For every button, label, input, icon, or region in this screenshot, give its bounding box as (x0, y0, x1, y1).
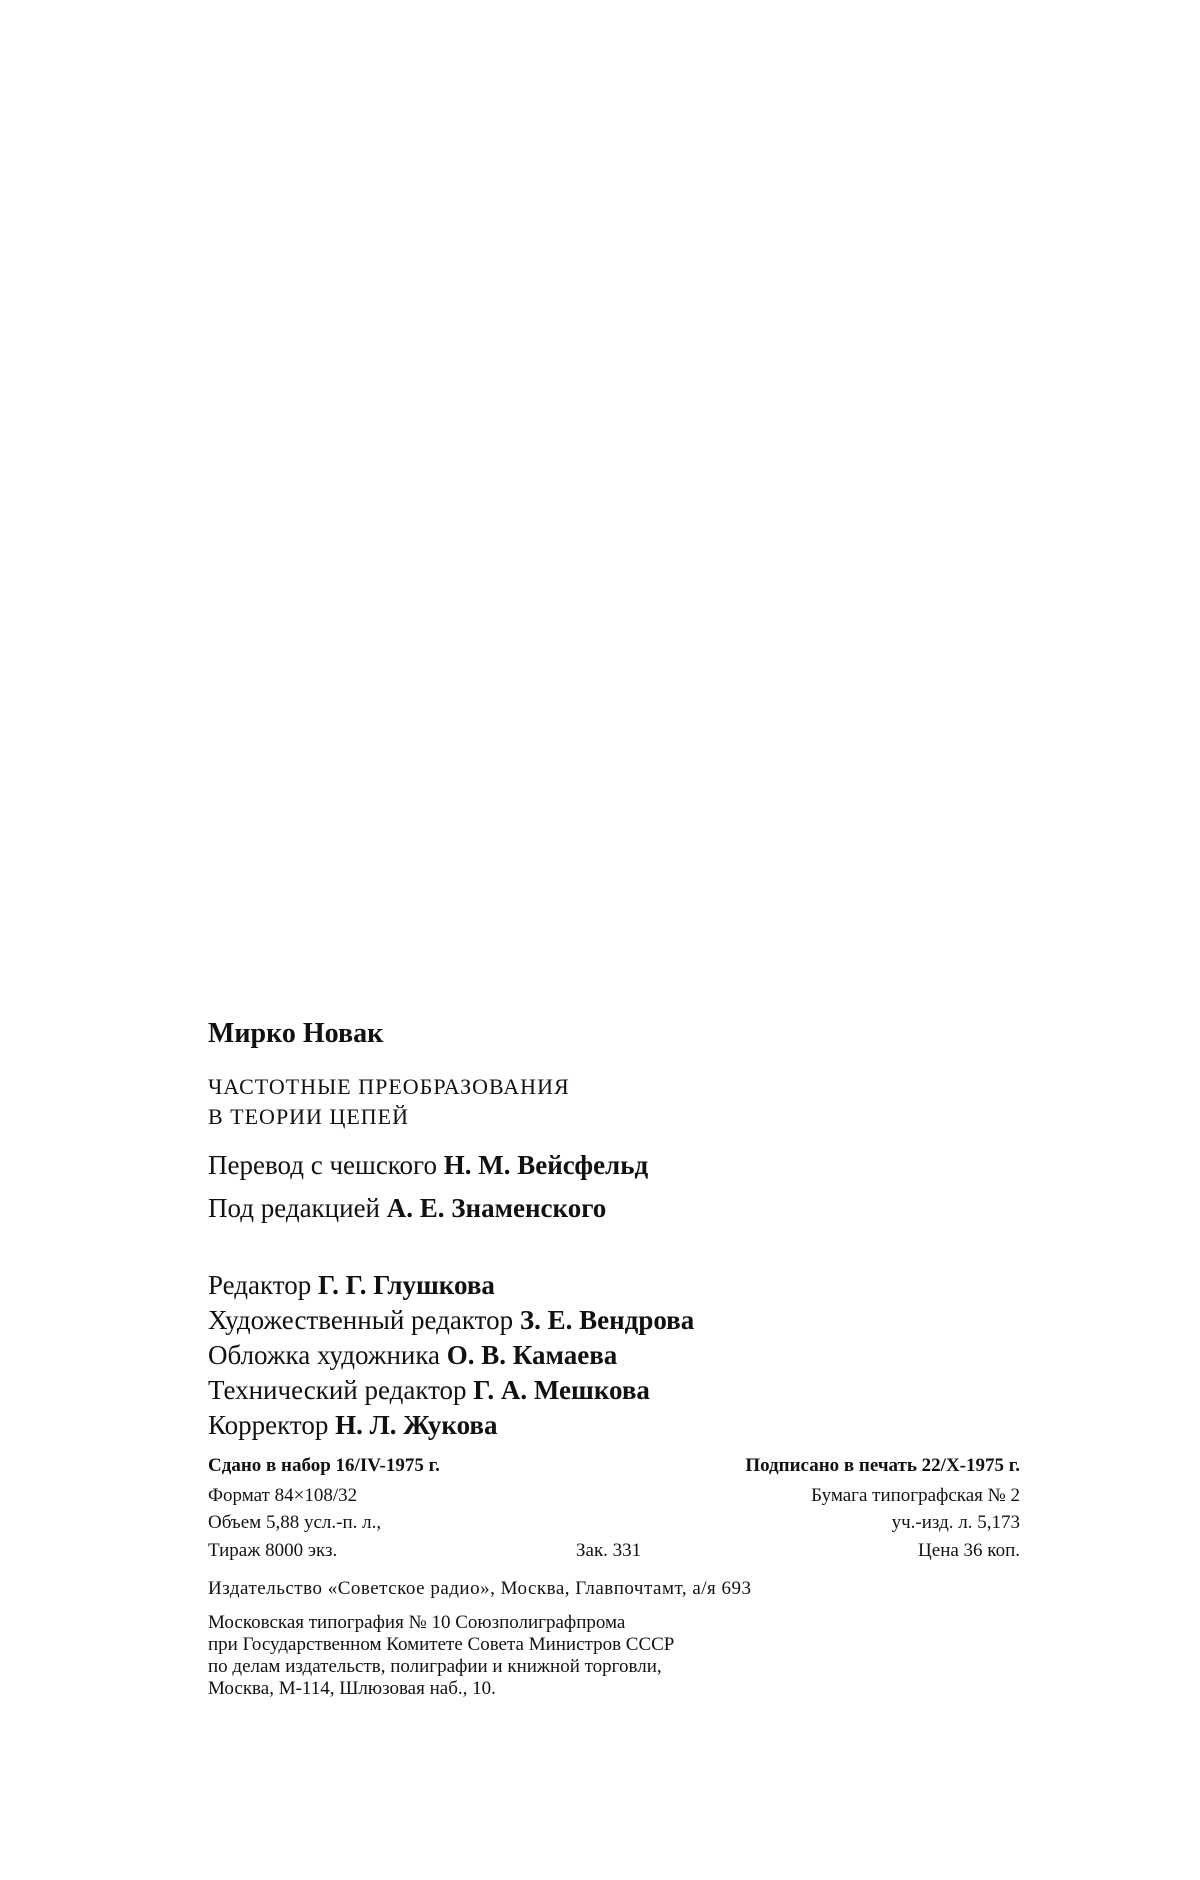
publisher-line: Издательство «Советское радио», Москва, Главпочтамт, а/я 693 (208, 1578, 752, 1599)
paper-type: Бумага типографская № 2 (811, 1485, 1020, 1506)
staff-credit-proofreader (208, 1408, 694, 1443)
editing-credit (208, 1193, 606, 1224)
author-name: Мирко Новак (208, 1018, 384, 1049)
book-title (208, 1072, 570, 1132)
sent-to-set-date: Сдано в набор 16/IV-1975 г. (208, 1455, 440, 1476)
staff-name: Г. А. Мешкова (473, 1375, 650, 1405)
printer-line-1: Московская типография № 10 Союзполиграфпрома (208, 1612, 626, 1633)
editing-label: Под редакцией (208, 1193, 381, 1223)
printer-line-4: Москва, М-114, Шлюзовая наб., 10. (208, 1678, 496, 1699)
paper-format: Формат 84×108/32 (208, 1485, 358, 1506)
staff-credit-technical-editor (208, 1373, 694, 1408)
staff-role: Обложка художника (208, 1340, 441, 1370)
staff-role: Корректор (208, 1410, 329, 1440)
staff-credit-editor (208, 1268, 694, 1303)
translation-label: Перевод с чешского (208, 1150, 437, 1180)
print-run: Тираж 8000 экз. (208, 1540, 338, 1561)
staff-name: Г. Г. Глушкова (317, 1270, 495, 1300)
staff-name: Н. Л. Жукова (335, 1410, 498, 1440)
translator-name: Н. М. Вейсфельд (443, 1150, 649, 1180)
price: Цена 36 коп. (918, 1540, 1020, 1561)
staff-role: Технический редактор (208, 1375, 467, 1405)
printer-line-2: при Государственном Комитете Совета Министров СССР (208, 1634, 675, 1655)
scientific-editor-name: А. Е. Знаменского (386, 1193, 607, 1223)
printer-line-3: по делам издательств, полиграфии и книжной торговли, (208, 1656, 662, 1677)
staff-credit-art-editor (208, 1303, 694, 1338)
printer-block (208, 1612, 674, 1700)
edition-sheets: уч.-изд. л. 5,173 (891, 1512, 1020, 1533)
translation-credit (208, 1150, 648, 1181)
staff-name: З. Е. Вендрова (519, 1305, 695, 1335)
staff-credits (208, 1268, 694, 1443)
signed-to-print-date: Подписано в печать 22/X-1975 г. (745, 1455, 1020, 1476)
staff-role: Редактор (208, 1270, 312, 1300)
book-title-line-1: ЧАСТОТНЫЕ ПРЕОБРАЗОВАНИЯ (208, 1074, 570, 1099)
volume-sheets: Объем 5,88 усл.-п. л., (208, 1512, 382, 1533)
book-title-line-2: В ТЕОРИИ ЦЕПЕЙ (208, 1104, 409, 1129)
staff-credit-cover-artist (208, 1338, 694, 1373)
staff-role: Художественный редактор (208, 1305, 514, 1335)
order-number: Зак. 331 (576, 1540, 642, 1561)
staff-name: О. В. Камаева (446, 1340, 618, 1370)
